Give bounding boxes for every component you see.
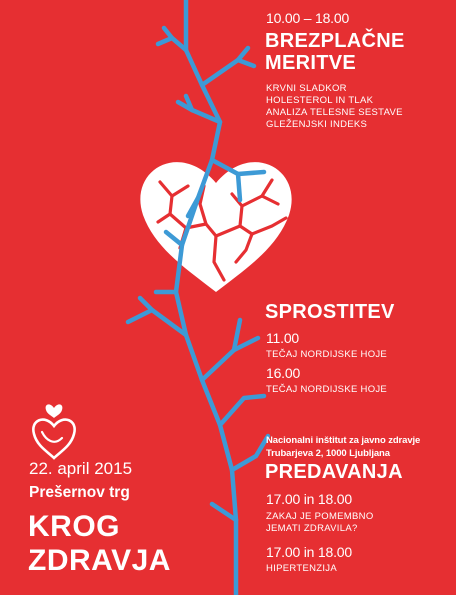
institute-line: Nacionalni inštitut za javno zdravje — [266, 435, 421, 446]
measurements-item: HOLESTEROL IN TLAK — [266, 95, 374, 106]
measurements-title-line: MERITVE — [265, 52, 356, 74]
measurements-item: GLEŽENJSKI INDEKS — [266, 119, 368, 130]
relaxation-session-label: TEČAJ NORDIJSKE HOJE — [266, 349, 388, 360]
relaxation-session-time: 16.00 — [266, 365, 301, 381]
lecture-time: 17.00 in 18.00 — [266, 544, 352, 560]
lecture-label-line: ZAKAJ JE POMEMBNO — [266, 511, 374, 522]
measurements-time: 10.00 – 18.00 — [266, 10, 350, 26]
measurements-title — [265, 30, 405, 74]
lecture-label-line: HIPERTENZIJA — [266, 563, 337, 574]
institute-info — [266, 434, 420, 460]
relaxation-session-label: TEČAJ NORDIJSKE HOJE — [266, 384, 388, 395]
event-place: Prešernov trg — [29, 484, 130, 501]
event-title-line: ZDRAVJA — [28, 544, 171, 577]
measurements-item: KRVNI SLADKOR — [266, 83, 347, 94]
measurements-list — [266, 83, 403, 131]
institute-line: Trubarjeva 2, 1000 Ljubljana — [266, 448, 390, 459]
lecture-time: 17.00 in 18.00 — [266, 491, 352, 507]
measurements-title-line: BREZPLAČNE — [265, 30, 405, 52]
heart-hands-logo — [33, 404, 74, 458]
event-date: 22. april 2015 — [29, 459, 133, 478]
lecture-label — [266, 563, 337, 575]
measurements-item: ANALIZA TELESNE SESTAVE — [266, 107, 403, 118]
lecture-label-line: JEMATI ZDRAVILA? — [266, 523, 358, 534]
event-title-line: KROG — [28, 510, 120, 543]
relaxation-session-time: 11.00 — [266, 330, 299, 346]
relaxation-title: SPROSTITEV — [265, 301, 395, 323]
event-title — [28, 510, 171, 578]
lectures-title: PREDAVANJA — [265, 461, 403, 483]
lecture-label — [266, 511, 374, 535]
tree-trunk — [176, 0, 236, 595]
